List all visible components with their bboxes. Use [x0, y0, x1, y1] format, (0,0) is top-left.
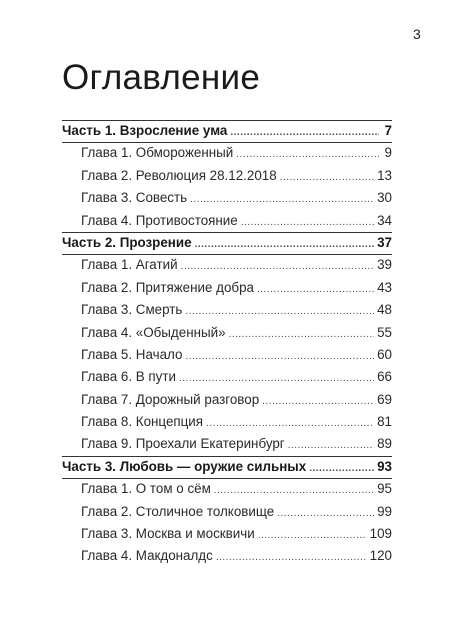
toc-part-entry — [62, 456, 392, 478]
toc-entry-title: Часть 2. Прозрение — [62, 234, 192, 250]
toc-entry-page: 120 — [369, 548, 392, 564]
toc-chapter-entry — [62, 210, 392, 232]
toc-entry-page: 30 — [377, 190, 392, 206]
toc-dot-leader — [280, 167, 374, 189]
toc-entry-title: Глава 1. О том о сём — [81, 481, 211, 497]
toc-dot-leader — [181, 256, 375, 278]
toc-entry-page: 13 — [377, 167, 392, 183]
toc-entry-page: 34 — [377, 212, 392, 228]
toc-entry-page: 66 — [377, 369, 392, 385]
toc-chapter-entry — [62, 344, 392, 366]
toc-chapter-entry — [62, 523, 392, 545]
toc-chapter-entry — [62, 277, 392, 299]
toc-chapter-entry — [62, 478, 392, 500]
toc-entry-page: 43 — [377, 279, 392, 295]
toc-dot-leader — [179, 368, 374, 390]
toc-dot-leader — [277, 503, 374, 525]
toc-dot-leader — [216, 547, 367, 569]
toc-chapter-entry — [62, 142, 392, 164]
toc-dot-leader — [257, 279, 374, 301]
part-divider-line — [62, 478, 392, 479]
toc-entry-title: Глава 4. «Обыденный» — [81, 324, 226, 340]
toc-dot-leader — [229, 324, 375, 346]
toc-entry-page: 69 — [377, 391, 392, 407]
toc-dot-leader — [241, 212, 374, 234]
toc-chapter-entry — [62, 366, 392, 388]
toc-entry-title: Глава 2. Притяжение добра — [81, 279, 254, 295]
toc-entry-title: Глава 4. Макдоналдс — [81, 548, 213, 564]
page-number: 3 — [413, 26, 421, 42]
toc-chapter-entry — [62, 501, 392, 523]
toc-entry-title: Глава 2. Столичное толковище — [81, 503, 275, 519]
toc-chapter-entry — [62, 411, 392, 433]
toc-entry-page: 39 — [377, 257, 392, 273]
toc-entry-title: Глава 3. Совесть — [81, 190, 188, 206]
toc-dot-leader — [230, 122, 379, 144]
toc-entry-title: Глава 6. В пути — [81, 369, 176, 385]
toc-entry-page: 37 — [377, 234, 392, 250]
toc-chapter-entry — [62, 187, 392, 209]
toc-chapter-entry — [62, 254, 392, 276]
toc-entry-page: 7 — [384, 123, 392, 138]
toc-dot-leader — [214, 480, 374, 502]
toc-entry-page: 48 — [377, 302, 392, 318]
toc-chapter-entry — [62, 545, 392, 567]
toc-dot-leader — [258, 525, 367, 547]
toc-entry-title: Глава 2. Революция 28.12.2018 — [81, 167, 277, 183]
part-divider-line — [62, 254, 392, 255]
toc-entry-title: Глава 8. Концепция — [81, 414, 204, 430]
table-of-contents — [62, 120, 392, 568]
toc-dot-leader — [185, 301, 374, 323]
toc-dot-leader — [236, 144, 379, 166]
toc-entry-page: 109 — [369, 526, 392, 542]
toc-entry-title: Часть 1. Взросление ума — [62, 123, 228, 138]
toc-dot-leader — [206, 413, 374, 435]
toc-chapter-entry — [62, 389, 392, 411]
toc-dot-leader — [185, 346, 374, 368]
toc-dot-leader — [309, 458, 374, 480]
toc-chapter-entry — [62, 322, 392, 344]
toc-entry-title: Глава 7. Дорожный разговор — [81, 391, 260, 407]
toc-entry-page: 95 — [377, 481, 392, 497]
toc-dot-leader — [288, 435, 374, 457]
part-divider-line — [62, 232, 392, 233]
toc-part-entry — [62, 120, 392, 142]
toc-entry-title: Глава 5. Начало — [81, 346, 183, 362]
toc-entry-title: Глава 3. Москва и москвичи — [81, 526, 255, 542]
part-divider-line — [62, 120, 392, 121]
toc-dot-leader — [262, 391, 374, 413]
toc-entry-title: Глава 3. Смерть — [81, 302, 183, 318]
toc-entry-title: Глава 1. Агатий — [81, 257, 178, 273]
toc-entry-page: 81 — [377, 414, 392, 430]
toc-chapter-entry — [62, 433, 392, 455]
part-divider-line — [62, 456, 392, 457]
toc-part-entry — [62, 232, 392, 254]
toc-entry-title: Глава 9. Проехали Екатеринбург — [81, 436, 285, 452]
toc-chapter-entry — [62, 299, 392, 321]
toc-entry-title: Глава 4. Противостояние — [81, 212, 238, 228]
toc-dot-leader — [195, 234, 375, 256]
toc-entry-page: 60 — [377, 346, 392, 362]
toc-entry-page: 55 — [377, 324, 392, 340]
page-title: Оглавление — [62, 58, 261, 97]
toc-entry-page: 99 — [377, 503, 392, 519]
part-divider-line — [62, 142, 392, 143]
toc-entry-page: 93 — [377, 458, 392, 474]
toc-dot-leader — [190, 189, 374, 211]
toc-entry-page: 89 — [377, 436, 392, 452]
toc-entry-page: 9 — [384, 145, 392, 161]
toc-chapter-entry — [62, 165, 392, 187]
toc-entry-title: Часть 3. Любовь — оружие сильных — [62, 458, 307, 474]
toc-entry-title: Глава 1. Обмороженный — [81, 145, 234, 161]
